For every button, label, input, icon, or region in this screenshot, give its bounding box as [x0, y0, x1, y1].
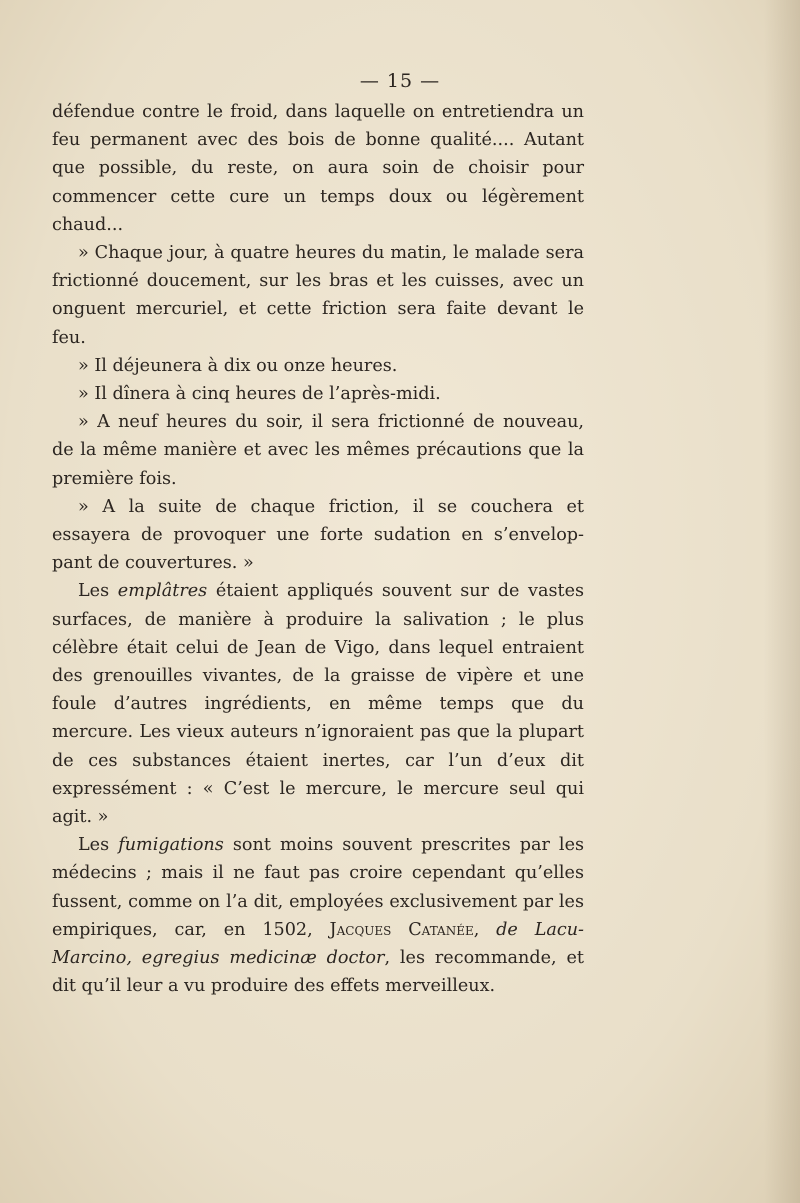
paragraph: [52, 352, 584, 380]
text-segment: , les recommande, et dit qu’il leur a vu produire des effets merveilleux.: [52, 948, 584, 997]
paragraph: [52, 98, 584, 239]
text-segment: » Il dînera à cinq heures de l’après-midi.: [78, 384, 441, 405]
text-segment: Les: [78, 835, 119, 856]
text-segment: » Chaque jour, à quatre heures du matin, le malade sera frictionné doucement, sur les bras et les cuisses, avec un onguent mercuriel, et cette friction sera faite devant le feu.: [52, 243, 584, 348]
paragraph: [52, 577, 584, 831]
body-text: [52, 98, 584, 1001]
italic-text: de Lacu-Marcino, egregius medicinæ doctor: [52, 919, 584, 969]
paragraph: [52, 239, 584, 352]
text-segment: » A la suite de chaque friction, il se couchera et essayera de provoquer une forte sudation en s’envelop-pant de couvertures. »: [52, 496, 584, 574]
paragraph: [52, 831, 584, 1000]
italic-text: fumigations: [118, 835, 224, 856]
page-edge-shadow: [764, 0, 800, 1203]
page-number: — 15 —: [359, 70, 441, 92]
paragraph: [52, 380, 584, 408]
italic-text: emplâtres: [117, 581, 208, 602]
author-name: Jacques Catanée: [329, 919, 474, 940]
paragraph: [52, 493, 584, 578]
text-segment: Les: [78, 581, 118, 602]
paragraph: [52, 408, 584, 493]
text-segment: » Il déjeunera à dix ou onze heures.: [78, 355, 398, 376]
text-segment: étaient appliqués souvent sur de vastes surfaces, de manière à produire la salivation ; le plus célèbre était celui de Jean de Vigo, dans lequel entraient des grenouilles vivantes, de la graisse de vipère et une foule d’autres ingrédients, en même temps que du mercure. Les vieux auteurs n’ignoraient pas que la plupart de ces substances étaient inertes, car l’un d’eux dit expressément : « C’est le mercure, le mercure seul qui agit. »: [52, 581, 585, 828]
text-segment: sont moins souvent prescrites par les médecins ; mais il ne faut pas croire cependant qu’elles fussent, comme on l’a dit, employées exclusivement par les empiriques, car, en 1502,: [52, 835, 585, 940]
text-segment: défendue contre le froid, dans laquelle on entretiendra un feu permanent avec des bois de bonne qualité.... Autant que possible, du reste, on aura soin de choisir pour commencer cette cure un temps doux ou légèrement chaud...: [52, 102, 584, 235]
text-segment: » A neuf heures du soir, il sera frictionné de nouveau, de la même manière et avec les mêmes précautions que la première fois.: [52, 412, 584, 489]
text-segment: ,: [473, 919, 497, 940]
